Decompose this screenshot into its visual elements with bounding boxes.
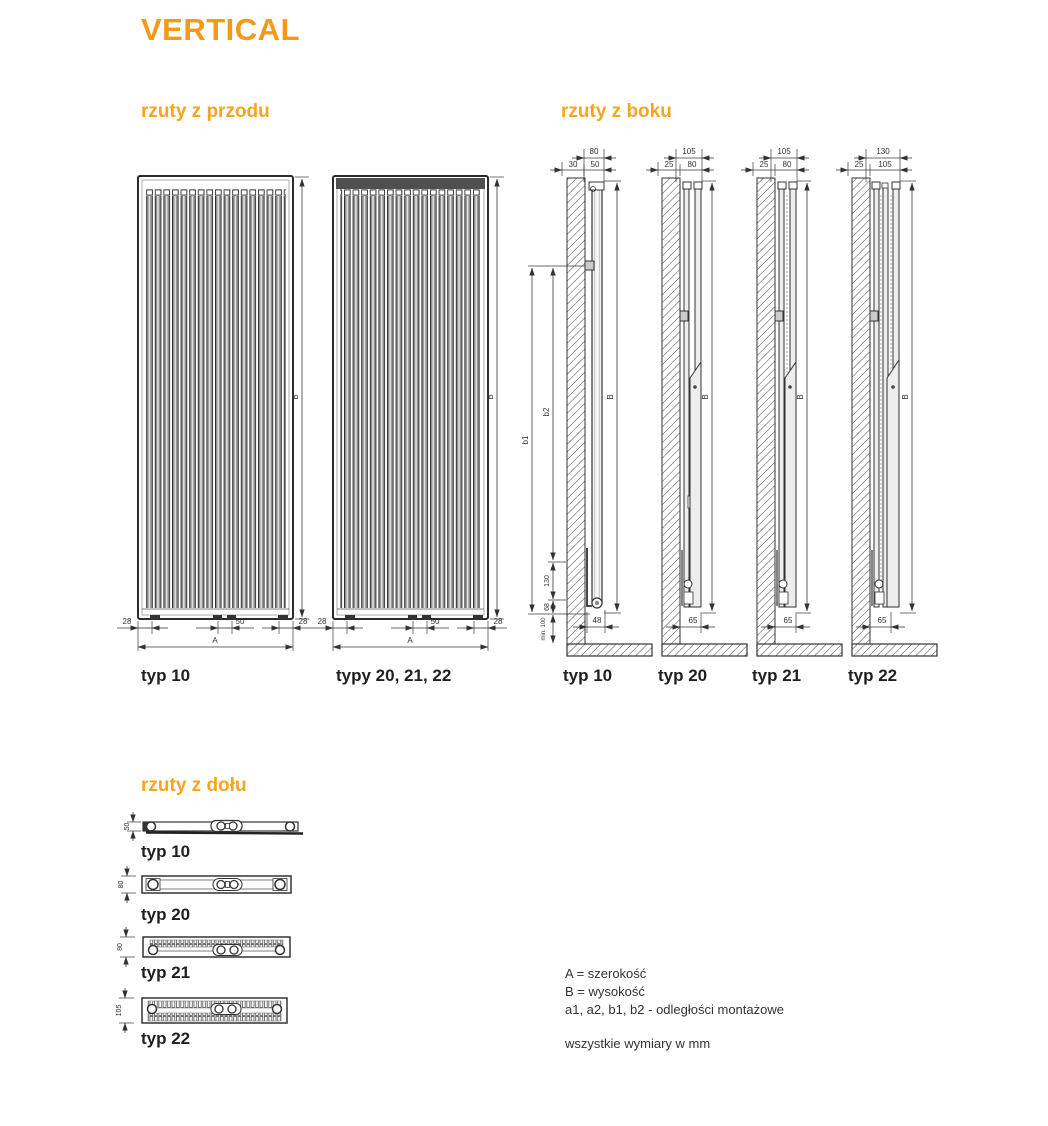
- bv3-dim: 80: [117, 943, 124, 951]
- bv1-dim: 50: [124, 822, 131, 831]
- fv2-dim-B: B: [486, 394, 495, 400]
- sv1-dim-seg1: 130: [544, 575, 551, 587]
- sv2-dim-foot: 65: [688, 616, 698, 625]
- section-heading-side: rzuty z boku: [561, 101, 672, 122]
- bottom-view-typ10-drawing: [124, 812, 303, 841]
- bottom-view-typ21-drawing: [117, 927, 290, 967]
- front-view-typ10-drawing: [117, 176, 312, 651]
- sv3-dim-total: 105: [777, 147, 791, 156]
- legend-units-note: wszystkie wymiary w mm: [565, 1036, 711, 1051]
- bottom-view-typ20-label: typ 20: [141, 905, 191, 924]
- bottom-view-typ22-drawing: [116, 988, 287, 1033]
- sv1-dim-seg2: 68: [544, 603, 551, 611]
- bottom-view-typ22-label: typ 22: [141, 1029, 191, 1048]
- sv3-dim-wall: 25: [759, 160, 769, 169]
- sv1-dim-total: 80: [589, 147, 599, 156]
- sv4-dim-B: B: [901, 394, 910, 400]
- front-view-typ10-label: typ 10: [141, 666, 191, 685]
- side-view-typ10-label: typ 10: [563, 666, 613, 685]
- sv3-dim-B: B: [796, 394, 805, 400]
- sv3-dim-depth: 80: [782, 160, 792, 169]
- bv2-dim: 80: [118, 880, 125, 889]
- legend-height: B = wysokość: [565, 984, 645, 999]
- fv1-dim-B: B: [291, 394, 300, 400]
- side-view-typ20-label: typ 20: [658, 666, 708, 685]
- sv3-dim-foot: 65: [783, 616, 793, 625]
- fv2-dim-A: A: [407, 636, 413, 645]
- front-view-typ20-21-22-label: typy 20, 21, 22: [336, 666, 452, 685]
- sv1-dim-wall: 30: [568, 160, 578, 169]
- section-heading-front: rzuty z przodu: [141, 101, 270, 122]
- fv2-dim-left: 28: [317, 617, 327, 626]
- sv4-dim-wall: 25: [854, 160, 864, 169]
- sv1-dim-b2: b2: [542, 407, 551, 417]
- sv1-dim-depth: 50: [590, 160, 600, 169]
- legend-mounting: a1, a2, b1, b2 - odległości montażowe: [565, 1002, 784, 1017]
- sv2-dim-total: 105: [682, 147, 696, 156]
- sv1-dim-min: min. 100: [541, 617, 547, 641]
- fv1-dim-A: A: [212, 636, 218, 645]
- fv2-dim-center: 50: [430, 617, 440, 626]
- sv4-dim-foot: 65: [877, 616, 887, 625]
- fv1-dim-left: 28: [122, 617, 132, 626]
- bottom-view-typ21-label: typ 21: [141, 963, 191, 982]
- sv2-dim-depth: 80: [687, 160, 697, 169]
- side-view-typ21-drawing: [741, 147, 842, 656]
- bottom-view-typ20-drawing: [118, 866, 291, 903]
- bv4-dim: 105: [116, 1004, 123, 1017]
- sv1-dim-foot: 48: [592, 616, 602, 625]
- fv2-dim-right: 28: [493, 617, 503, 626]
- sv2-dim-B: B: [701, 394, 710, 400]
- sv4-dim-depth: 105: [878, 160, 892, 169]
- fv1-dim-right: 28: [298, 617, 308, 626]
- fv1-dim-center: 50: [235, 617, 245, 626]
- side-view-typ22-label: typ 22: [848, 666, 898, 685]
- side-view-typ20-drawing: [646, 147, 747, 656]
- sv4-dim-total: 130: [876, 147, 890, 156]
- side-view-typ22-drawing: [836, 147, 937, 656]
- page-title: VERTICAL: [141, 12, 300, 47]
- bottom-view-typ10-label: typ 10: [141, 842, 191, 861]
- sv2-dim-wall: 25: [664, 160, 674, 169]
- front-view-typ20-21-22-drawing: [312, 176, 507, 651]
- section-heading-bottom: rzuty z dołu: [141, 775, 247, 796]
- sv1-dim-b1: b1: [521, 435, 530, 445]
- side-view-typ10-drawing: [521, 147, 652, 656]
- side-view-typ21-label: typ 21: [752, 666, 802, 685]
- legend: [565, 966, 784, 1051]
- sv1-dim-B: B: [606, 394, 615, 400]
- legend-width: A = szerokość: [565, 966, 647, 981]
